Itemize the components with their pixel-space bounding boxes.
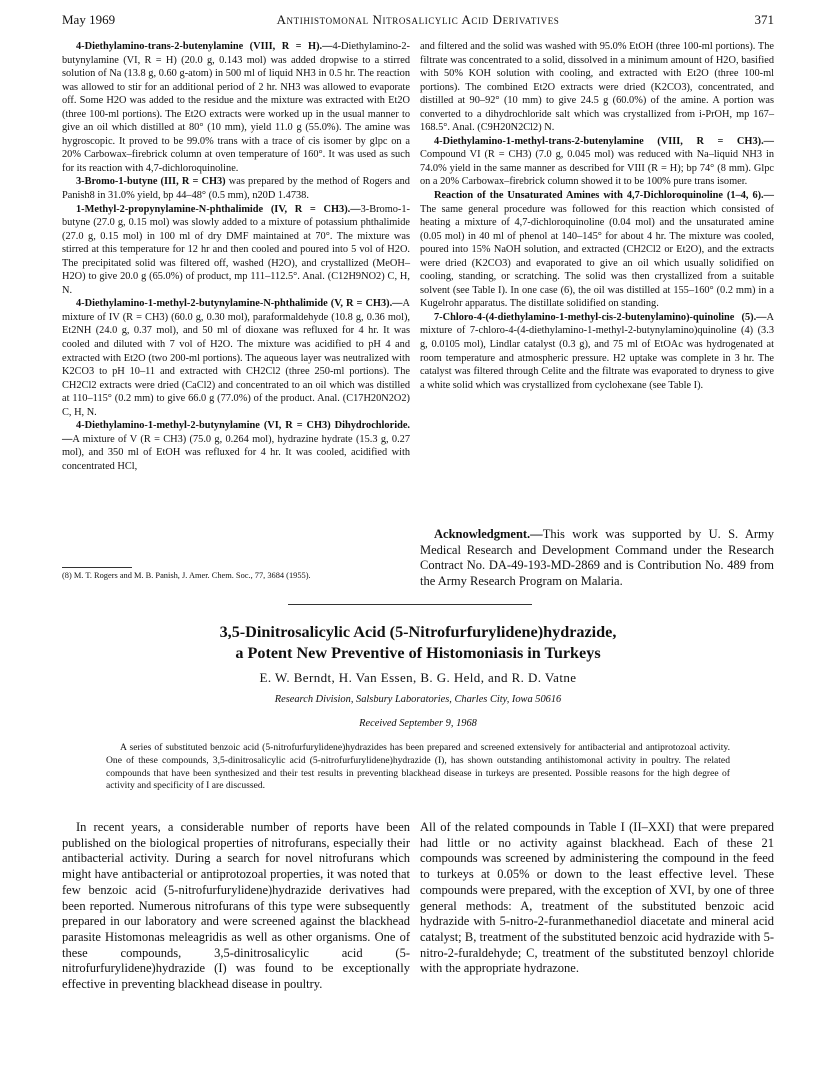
paragraph-iv	[62, 203, 410, 298]
intro-left-column: In recent years, a considerable number of reports have been published on the biological properties of nitrofurans, especially their antibacterial activity. During a search for novel nitrofurans which might have antibacterial or antiprotozoal properties, it was noted that few benzoic acid (5-nitrofurfurylidene)hydrazide derivatives had been reported. Numerous nitrofurans of this type were subsequently prepared in our laboratory and were screened against the blackhead parasite Histomonas meleagridis as well as other organisms. One of these compounds, 3,5-dinitrosalicylic acid (5-nitrofurfurylidene)hydrazide (I) was found to be exceptionally effective in preventing blackhead disease in poultry.	[62, 820, 410, 992]
paragraph-vi-continued: and filtered and the solid was washed with 95.0% EtOH (three 100-ml portions). The filtrate was concentrated to a solid, dissolved in a minimum amount of H2O, basified with 50% KOH solution with cooling, and extracted with Et2O (three 100-ml portions). The combined Et2O extracts were dried (K2CO3), concentrated, and distilled at 90–92° (10 mm) to give 24.5 g (60.0%) of the amine. A portion was converted to a dihydrochloride salt which was crystallized from i-PrOH, mp 167–168.5°. Anal. (C9H20N2Cl2) N.	[420, 41, 774, 134]
paragraph-text: A mixture of 7-chloro-4-(4-diethylamino-1-methyl-2-butynylamino)quinoline (4) (3.3 g, 0.0105 mol), Lindlar catalyst (0.3 g), and 75 ml of EtOAc was hydrogenated at room temperature and atmospheric pressure. H2 uptake was complete in 3 hr. The catalyst was filtered through Celite and the filtrate was evaporated to dryness to give a white solid which was crystallized from cyclohexane (see Table I).	[420, 311, 774, 391]
compound-heading: 3-Bromo-1-butyne (III, R = CH3)	[76, 176, 226, 188]
running-head-date: May 1969	[62, 12, 116, 27]
paragraph-compound-5	[420, 311, 774, 392]
paragraph-dichloroquinoline-reaction	[420, 189, 774, 311]
paragraph-text: A mixture of V (R = CH3) (75.0 g, 0.264 mol), hydrazine hydrate (15.3 g, 0.27 mol), and 350 ml of EtOH was refluxed for 4 hr. It was cooled, acidified with concentrated HCl,	[62, 433, 410, 472]
title-line-2: a Potent New Preventive of Histomoniasis in Turkeys	[235, 644, 601, 662]
running-head	[62, 12, 774, 32]
paragraph-v	[62, 297, 410, 419]
paragraph-text: Compound VI (R = CH3) (7.0 g, 0.045 mol) was reduced with Na–liquid NH3 in 74.0% yield in the same manner as described for VIII (R = H); bp 74° (8 mm). Glpc on a 20% Carbowax–firebrick column showed it to be 100% pure trans isomer.	[420, 149, 774, 188]
compound-heading: 4-Diethylamino-1-methyl-2-butynylamine (VI, R = CH3) Dihydrochloride.—	[62, 420, 410, 445]
compound-heading: 1-Methyl-2-propynylamine-N-phthalimide (IV, R = CH3).—	[76, 203, 361, 215]
article-title	[62, 622, 774, 664]
paragraph-text: The same general procedure was followed for this reaction which consisted of heating a mixture of 4,7-dichloroquinoline (0.04 mol) and the unsaturated amine (0.05 mol) in 40 ml of phenol at 140–145° for about 4 hr. The mixture was cooled, poured into 15% NaOH solution, and extracted (CH2Cl2 or Et2O), and the extracts were dried (K2CO3) and evaporated to give an oil which usually solidified on cooling, standing, or scratching. The solid was then crystallized from a suitable solvent (see Table I). In one case (6), the oil was distilled at 155–160° (0.2 mm) in a Kugelrohr apparatus. The distillate solidified on standing.	[420, 203, 774, 310]
compound-heading: Reaction of the Unsaturated Amines with 4,7-Dichloroquinoline (1–4, 6).—	[434, 190, 774, 202]
received-date: Received September 9, 1968	[359, 718, 477, 729]
paragraph-text: was prepared by the method of Rogers and Panish8 in 31.0% yield, bp 44–48° (0.5 mm), n20D 1.4738.	[62, 176, 410, 202]
running-head-title: Antihistomonal Nitrosalicylic Acid Derivatives	[276, 12, 560, 27]
page-number: 371	[754, 12, 774, 27]
acknowledgment-heading: Acknowledgment.—	[434, 527, 543, 541]
footnote-rule	[62, 567, 132, 568]
experimental-left-column	[62, 40, 410, 474]
paragraph-text: 4-Diethylamino-2-butynylamine (VI, R = H) (20.0 g, 0.143 mol) was added dropwise to a stirred solution of Na (13.8 g, 0.60 g-atom) in 500 ml of liquid NH3 in 0.5 hr. The reaction was allowed to stir for an additional period of 2 hr. NH3 was allowed to evaporate off. Some H2O was added to the residue and the mixture was extracted with Et2O (three 100-ml portions). The Et2O extracts were worked up in the usual manner to give an oil which distilled at 80° (10 mm), yield 11.0 g (55.0%). The amine was hygroscopic. It proved to be 99.0% trans with a trace of cis isomer by glpc on a 20% Carbowax–firebrick column at oven temperature of 160°. It was used as such for its reaction with 4,7-dichloroquinoline.	[62, 41, 410, 174]
abstract: A series of substituted benzoic acid (5-nitrofurfurylidene)hydrazides has been prepared and screened extensively for antibacterial and antiprotozoal activity. One of these compounds, 3,5-dinitrosalicylic acid (5-nitrofurfurylidene)hydrazide (I), has shown outstanding antihistomonal activity in poultry. The related compounds that have been synthesized and their test results in preventing blackhead disease in turkeys are presented. Possible reasons for the high degree of activity and specificity of I are discussed.	[106, 742, 730, 792]
acknowledgment	[420, 527, 774, 589]
experimental-right-column	[420, 40, 774, 392]
compound-heading: 4-Diethylamino-trans-2-butenylamine (VIII, R = H).—	[76, 41, 333, 52]
article-authors: E. W. Berndt, H. Van Essen, B. G. Held, and R. D. Vatne	[259, 670, 577, 685]
paragraph-iii	[62, 175, 410, 202]
paragraph-text: 3-Bromo-1-butyne (27.0 g, 0.15 mol) was slowly added to a mixture of potassium phthalimide (27.0 g, 0.15 mol) in 100 ml of dry DMF maintained at 70°. The mixture was stirred at this temperature for 12 hr and then cooled and poured into 5 vol of H2O. The precipitated solid was filtered off, washed (H2O), and crystallized (MeOH–H2O) to give 20.0 g (65.0%) of product, mp 111–112.5°. Anal. (C12H9NO2) C, H, N.	[62, 203, 410, 296]
paragraph-viii-h	[62, 40, 410, 175]
compound-heading: 4-Diethylamino-1-methyl-trans-2-butenylamine (VIII, R = CH3).—	[434, 135, 774, 147]
paragraph-vi	[62, 419, 410, 473]
compound-heading: 4-Diethylamino-1-methyl-2-butynylamine-N-phthalimide (V, R = CH3).—	[76, 298, 403, 310]
footnote: (8) M. T. Rogers and M. B. Panish, J. Amer. Chem. Soc., 77, 3684 (1955).	[62, 571, 311, 580]
article-affiliation: Research Division, Salsbury Laboratories, Charles City, Iowa 50616	[274, 694, 562, 705]
compound-heading: 7-Chloro-4-(4-diethylamino-1-methyl-cis-2-butenylamino)-quinoline (5).—	[434, 311, 767, 323]
paragraph-viii-ch3	[420, 135, 774, 189]
acknowledgment-text: This work was supported by U. S. Army Medical Research and Development Command under the Research Contract No. DA-49-193-MD-2869 and is Contribution No. 489 from the Army Research Program on Malaria.	[420, 527, 774, 588]
article-separator	[288, 604, 532, 605]
intro-right-column: All of the related compounds in Table I (II–XXI) that were prepared had little or no activity against blackhead. Each of these 21 compounds was screened by administering the compound in the feed to turkeys at 0.05% or down to the least effective level. These compounds were prepared, with the exception of XVI, by one of three general methods: A, treatment of the substituted benzoic acid hydrazide with 5-nitro-2-furanmethanediol diacetate and mineral acid catalyst; B, treatment of the substituted benzoic acid hydrazide with 5-nitro-2-furaldehyde; C, treatment of the substituted benzoyl chloride with the appropriate hydrazone.	[420, 820, 774, 976]
title-line-1: 3,5-Dinitrosalicylic Acid (5-Nitrofurfurylidene)hydrazide,	[219, 623, 617, 641]
paragraph-text: A mixture of IV (R = CH3) (60.0 g, 0.30 mol), paraformaldehyde (10.8 g, 0.36 mol), Et2NH (24.0 g, 0.37 mol), and 50 ml of dioxane was refluxed for 4 hr. It was cooled and diluted with 7 vol of H2O. The mixture was acidified to pH 4 and extracted with Et2O (two 200-ml portions). The aqueous layer was neutralized with K2CO3 to pH 10–11 and extracted with CH2Cl2 (three 250-ml portions). The CH2Cl2 extracts were dried (CaCl2) and concentrated to an oil which was distilled at 110–115° (0.2 mm) to give 66.0 g (77.0%) of the product. Anal. (C17H20N2O2) C, H, N.	[62, 298, 410, 418]
